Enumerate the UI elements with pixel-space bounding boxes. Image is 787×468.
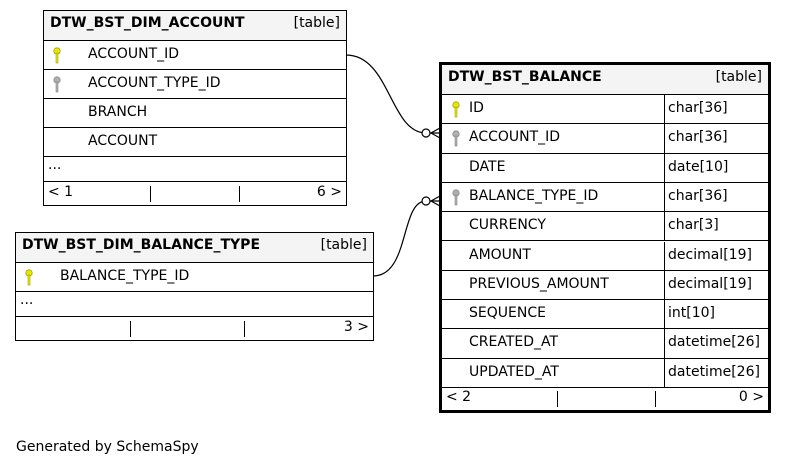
table-type-label: [table] [715, 69, 762, 85]
parent-count: < 2 [446, 389, 472, 405]
footer-separator [239, 186, 240, 202]
footer-separator [244, 321, 245, 337]
column-row[interactable] [442, 329, 768, 358]
column-type: char[3] [668, 217, 719, 234]
column-name: ACCOUNT_ID [469, 129, 561, 146]
column-row-account-type-id[interactable] [44, 70, 346, 99]
primary-key-icon [52, 47, 62, 65]
footer-separator [150, 186, 151, 202]
connector-account-id-optional-circle [422, 129, 430, 137]
column-name: CREATED_AT [469, 334, 559, 351]
column-name: UPDATED_AT [469, 363, 559, 380]
column-type: datetime[26] [668, 363, 760, 380]
column-divider [664, 300, 665, 328]
column-row-account[interactable] [44, 128, 346, 157]
table-footer [442, 387, 768, 410]
column-row[interactable] [442, 124, 768, 153]
column-type: char[36] [668, 187, 728, 204]
child-count: 6 > [316, 184, 342, 200]
column-divider [664, 212, 665, 240]
column-row[interactable] [442, 154, 768, 183]
foreign-key-icon [451, 130, 461, 148]
column-divider [664, 242, 665, 270]
column-name: CURRENCY [469, 217, 546, 234]
connector-account-id [346, 55, 440, 133]
more-columns-ellipsis: ... [48, 157, 62, 173]
foreign-key-icon [52, 76, 62, 94]
column-type: char[36] [668, 129, 728, 146]
column-name: BALANCE_TYPE_ID [469, 187, 599, 204]
column-name: ACCOUNT [88, 133, 158, 149]
more-columns-row [16, 292, 373, 317]
column-divider [664, 95, 665, 123]
connector-balance-type-id [373, 201, 440, 276]
footer-separator [557, 391, 558, 407]
column-type: char[36] [668, 100, 728, 116]
table-name: DTW_BST_BALANCE [448, 69, 602, 85]
column-divider [664, 124, 665, 152]
column-row[interactable] [442, 271, 768, 300]
column-row[interactable] [442, 95, 768, 124]
table-dim-account[interactable] [43, 10, 347, 206]
column-divider [664, 359, 665, 387]
column-name: ACCOUNT_TYPE_ID [88, 75, 221, 91]
footer-separator [130, 321, 131, 337]
table-header [44, 11, 346, 41]
more-columns-ellipsis: ... [20, 292, 34, 308]
column-divider [664, 271, 665, 299]
column-row-account-id[interactable] [44, 41, 346, 70]
primary-key-icon [24, 269, 34, 287]
column-row[interactable] [442, 242, 768, 271]
table-header [442, 65, 768, 95]
child-count: 0 > [738, 389, 764, 405]
column-type: datetime[26] [668, 334, 760, 351]
table-footer [16, 317, 373, 340]
table-footer [44, 182, 346, 205]
child-count: 3 > [343, 319, 369, 335]
column-row[interactable] [442, 359, 768, 388]
table-header [16, 233, 373, 263]
table-name: DTW_BST_DIM_ACCOUNT [50, 15, 245, 31]
table-type-label: [table] [320, 237, 367, 253]
parent-count: < 1 [48, 184, 74, 200]
connector-balance-type-optional-circle [422, 197, 430, 205]
column-row-branch[interactable] [44, 99, 346, 128]
foreign-key-icon [451, 189, 461, 207]
generated-by-text: Generated by SchemaSpy [16, 439, 199, 455]
column-name: AMOUNT [469, 246, 531, 263]
table-name: DTW_BST_DIM_BALANCE_TYPE [22, 237, 261, 253]
table-dim-balance-type[interactable] [15, 232, 374, 341]
column-divider [664, 329, 665, 357]
column-name: ACCOUNT_ID [88, 46, 180, 62]
more-columns-row [44, 157, 346, 182]
column-name: ID [469, 100, 484, 116]
footer-separator [655, 391, 656, 407]
column-type: date[10] [668, 158, 729, 175]
column-type: decimal[19] [668, 246, 752, 263]
column-name: BALANCE_TYPE_ID [60, 268, 190, 284]
column-name: SEQUENCE [469, 305, 546, 322]
column-name: BRANCH [88, 104, 148, 120]
column-type: int[10] [668, 305, 715, 322]
column-name: DATE [469, 158, 506, 175]
table-type-label: [table] [293, 15, 340, 31]
column-divider [664, 154, 665, 182]
column-type: decimal[19] [668, 275, 752, 292]
column-row[interactable] [442, 212, 768, 241]
column-divider [664, 183, 665, 211]
column-row[interactable] [442, 183, 768, 212]
table-balance[interactable] [439, 62, 771, 413]
column-name: PREVIOUS_AMOUNT [469, 275, 609, 292]
column-row[interactable] [442, 300, 768, 329]
column-row-balance-type-id[interactable] [16, 263, 373, 292]
primary-key-icon [451, 101, 461, 119]
